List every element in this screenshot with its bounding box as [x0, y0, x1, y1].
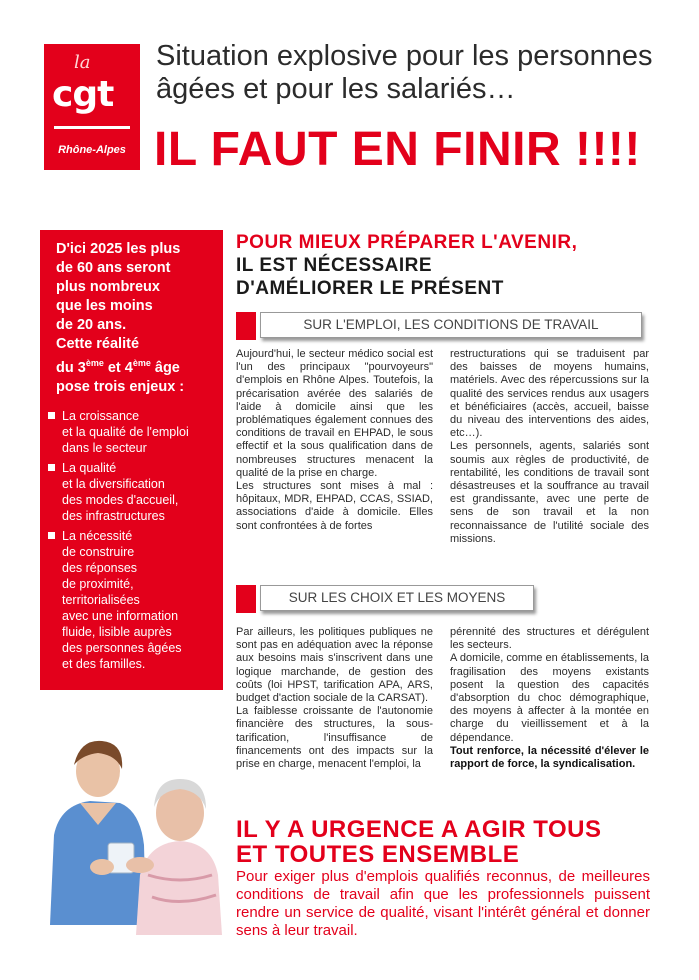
sidebar-panel — [40, 230, 223, 690]
urgence-title — [236, 817, 602, 867]
sup-eme: ème — [132, 358, 151, 368]
item-line: des infrastructures — [62, 509, 165, 523]
care-photo — [40, 725, 222, 935]
bold-paragraph: Tout renforce, la nécessité d'élever le rapport de force, la syndicalisation. — [450, 744, 649, 771]
paragraph: Aujourd'hui, le secteur médico social est l'un des principaux "pourvoyeurs" d'emplois en Rhône Alpes. Toutefois, la précarisation avérée des salariés de l'aide à domicile ainsi que les problématiques également connues des conditions de travail en EHPAD, le sous effectif et la sous qualification dans de nombreuses structures menacent la qualité de la prise en charge. — [236, 348, 433, 479]
paragraph: Par ailleurs, les politiques publiques ne sont pas en adéquation avec la réponse aux besoins mais s'inscrivent dans une logique marchande, de gestion des coûts (loi HPST, tarification APA, ARS, budget d'action sociale de la CARSAT). — [236, 626, 433, 705]
logo-la: la — [74, 52, 91, 73]
section2-tab-label: SUR LES CHOIX ET LES MOYENS — [260, 585, 534, 611]
intro-age: âge — [150, 359, 180, 376]
item-line: et des familles. — [62, 657, 146, 671]
item-line: avec une information — [62, 609, 179, 623]
paragraph: Les structures sont mises à mal : hôpitaux, MDR, EHPAD, CCAS, SSIAD, associations d'aide à domicile. Elles sont confrontées à de fortes — [236, 480, 433, 532]
intro-du: du 3 — [56, 359, 86, 376]
paragraph: restructurations qui se traduisent par des baisses de moyens humains, matériels. Avec des répercussions sur la qualité des services rendus aux usagers et bénéficiaires (accès, accueil, baisse du niveau des interventions des aides, etc…). — [450, 348, 649, 440]
item-line: de proximité, — [62, 577, 134, 591]
intro-et: et 4 — [103, 359, 133, 376]
section2-column-2 — [450, 626, 649, 771]
paragraph: Les personnels, agents, salariés sont soumis aux règles de productivité, de rentabilité, les conditions de travail sont désastreuses et la souffrance au travail est grandissante, avec une perte de sens de son travail et la non reconnaissance de l'utilité sociale des missions. — [450, 440, 649, 545]
section1-column-2 — [450, 348, 649, 546]
item-line: territorialisées — [62, 593, 140, 607]
section1-column-1 — [236, 348, 433, 533]
section1-tab-label: SUR L'EMPLOI, LES CONDITIONS DE TRAVAIL — [260, 312, 642, 338]
paragraph: A domicile, comme en établissements, la fragilisation des moyens existants posent la question des capacités d'absorption du choc démographique, des moyens à affecter à la montée en charge du vieillissement et à la dépendance. — [450, 652, 649, 744]
sidebar-list-item — [48, 460, 220, 524]
item-line: fluide, lisible auprès — [62, 625, 172, 639]
section2-tab — [236, 585, 536, 611]
section2-column-1 — [236, 626, 433, 771]
intro-line: D'ici 2025 les plus — [56, 241, 181, 257]
section1-title — [236, 231, 577, 300]
logo-cgt: cgt — [52, 74, 114, 115]
intro-line: de 20 ans. — [56, 317, 127, 333]
sidebar-list — [48, 408, 220, 676]
intro-line: plus nombreux — [56, 279, 160, 295]
urgence-text: Pour exiger plus d'emplois qualifiés reconnus, de meilleures conditions de travail afin que les professionnels puissent rendre un service de qualité, visant l'intérêt général et donner sens à leur travail. — [236, 868, 650, 939]
subtitle-line-2: âgées et pour les salariés… — [156, 73, 516, 105]
paragraph: La faiblesse croissante de l'autonomie financière des structures, la sous-tarification, l'insuffisance de financements ont des impacts sur la prise en charge, menacent l'emploi, la — [236, 705, 433, 771]
item-line: La nécessité — [62, 529, 133, 543]
item-line: des réponses — [62, 561, 138, 575]
item-line: des modes d'accueil, — [62, 493, 179, 507]
sidebar-intro — [56, 240, 216, 397]
intro-line: que les moins — [56, 298, 153, 314]
sidebar-list-item — [48, 528, 220, 672]
tab-marker — [236, 312, 256, 340]
intro-line: Cette réalité — [56, 336, 140, 352]
intro-line-age — [56, 354, 216, 378]
subtitle-line-1: Situation explosive pour les personnes — [156, 40, 653, 72]
care-photo-illustration — [40, 725, 222, 935]
intro-line: de 60 ans seront — [56, 260, 171, 276]
item-line: La qualité — [62, 461, 117, 475]
urgence-title-line1: IL Y A URGENCE A AGIR TOUS — [236, 816, 602, 843]
section1-tab — [236, 312, 636, 338]
item-line: dans le secteur — [62, 441, 147, 455]
paragraph: pérennité des structures et dérégulent les secteurs. — [450, 626, 649, 652]
item-line: et la qualité de l'emploi — [62, 425, 189, 439]
section1-title-line3: D'AMÉLIORER LE PRÉSENT — [236, 278, 504, 299]
item-line: des personnes âgées — [62, 641, 182, 655]
tab-marker — [236, 585, 256, 613]
section1-title-line1: POUR MIEUX PRÉPARER L'AVENIR, — [236, 232, 578, 253]
logo-region: Rhône-Alpes — [58, 144, 126, 156]
section1-title-line2: IL EST NÉCESSAIRE — [236, 255, 433, 276]
item-line: La croissance — [62, 409, 140, 423]
sidebar-list-item — [48, 408, 220, 456]
urgence-title-line2: ET TOUTES ENSEMBLE — [236, 841, 520, 868]
header-subtitle — [156, 40, 676, 106]
cgt-logo — [44, 44, 140, 170]
item-line: et la diversification — [62, 477, 165, 491]
intro-line: pose trois enjeux : — [56, 378, 185, 395]
item-line: de construire — [62, 545, 135, 559]
sup-eme: ème — [85, 358, 104, 368]
headline: IL FAUT EN FINIR !!!! — [154, 123, 641, 176]
logo-bar — [54, 126, 130, 129]
